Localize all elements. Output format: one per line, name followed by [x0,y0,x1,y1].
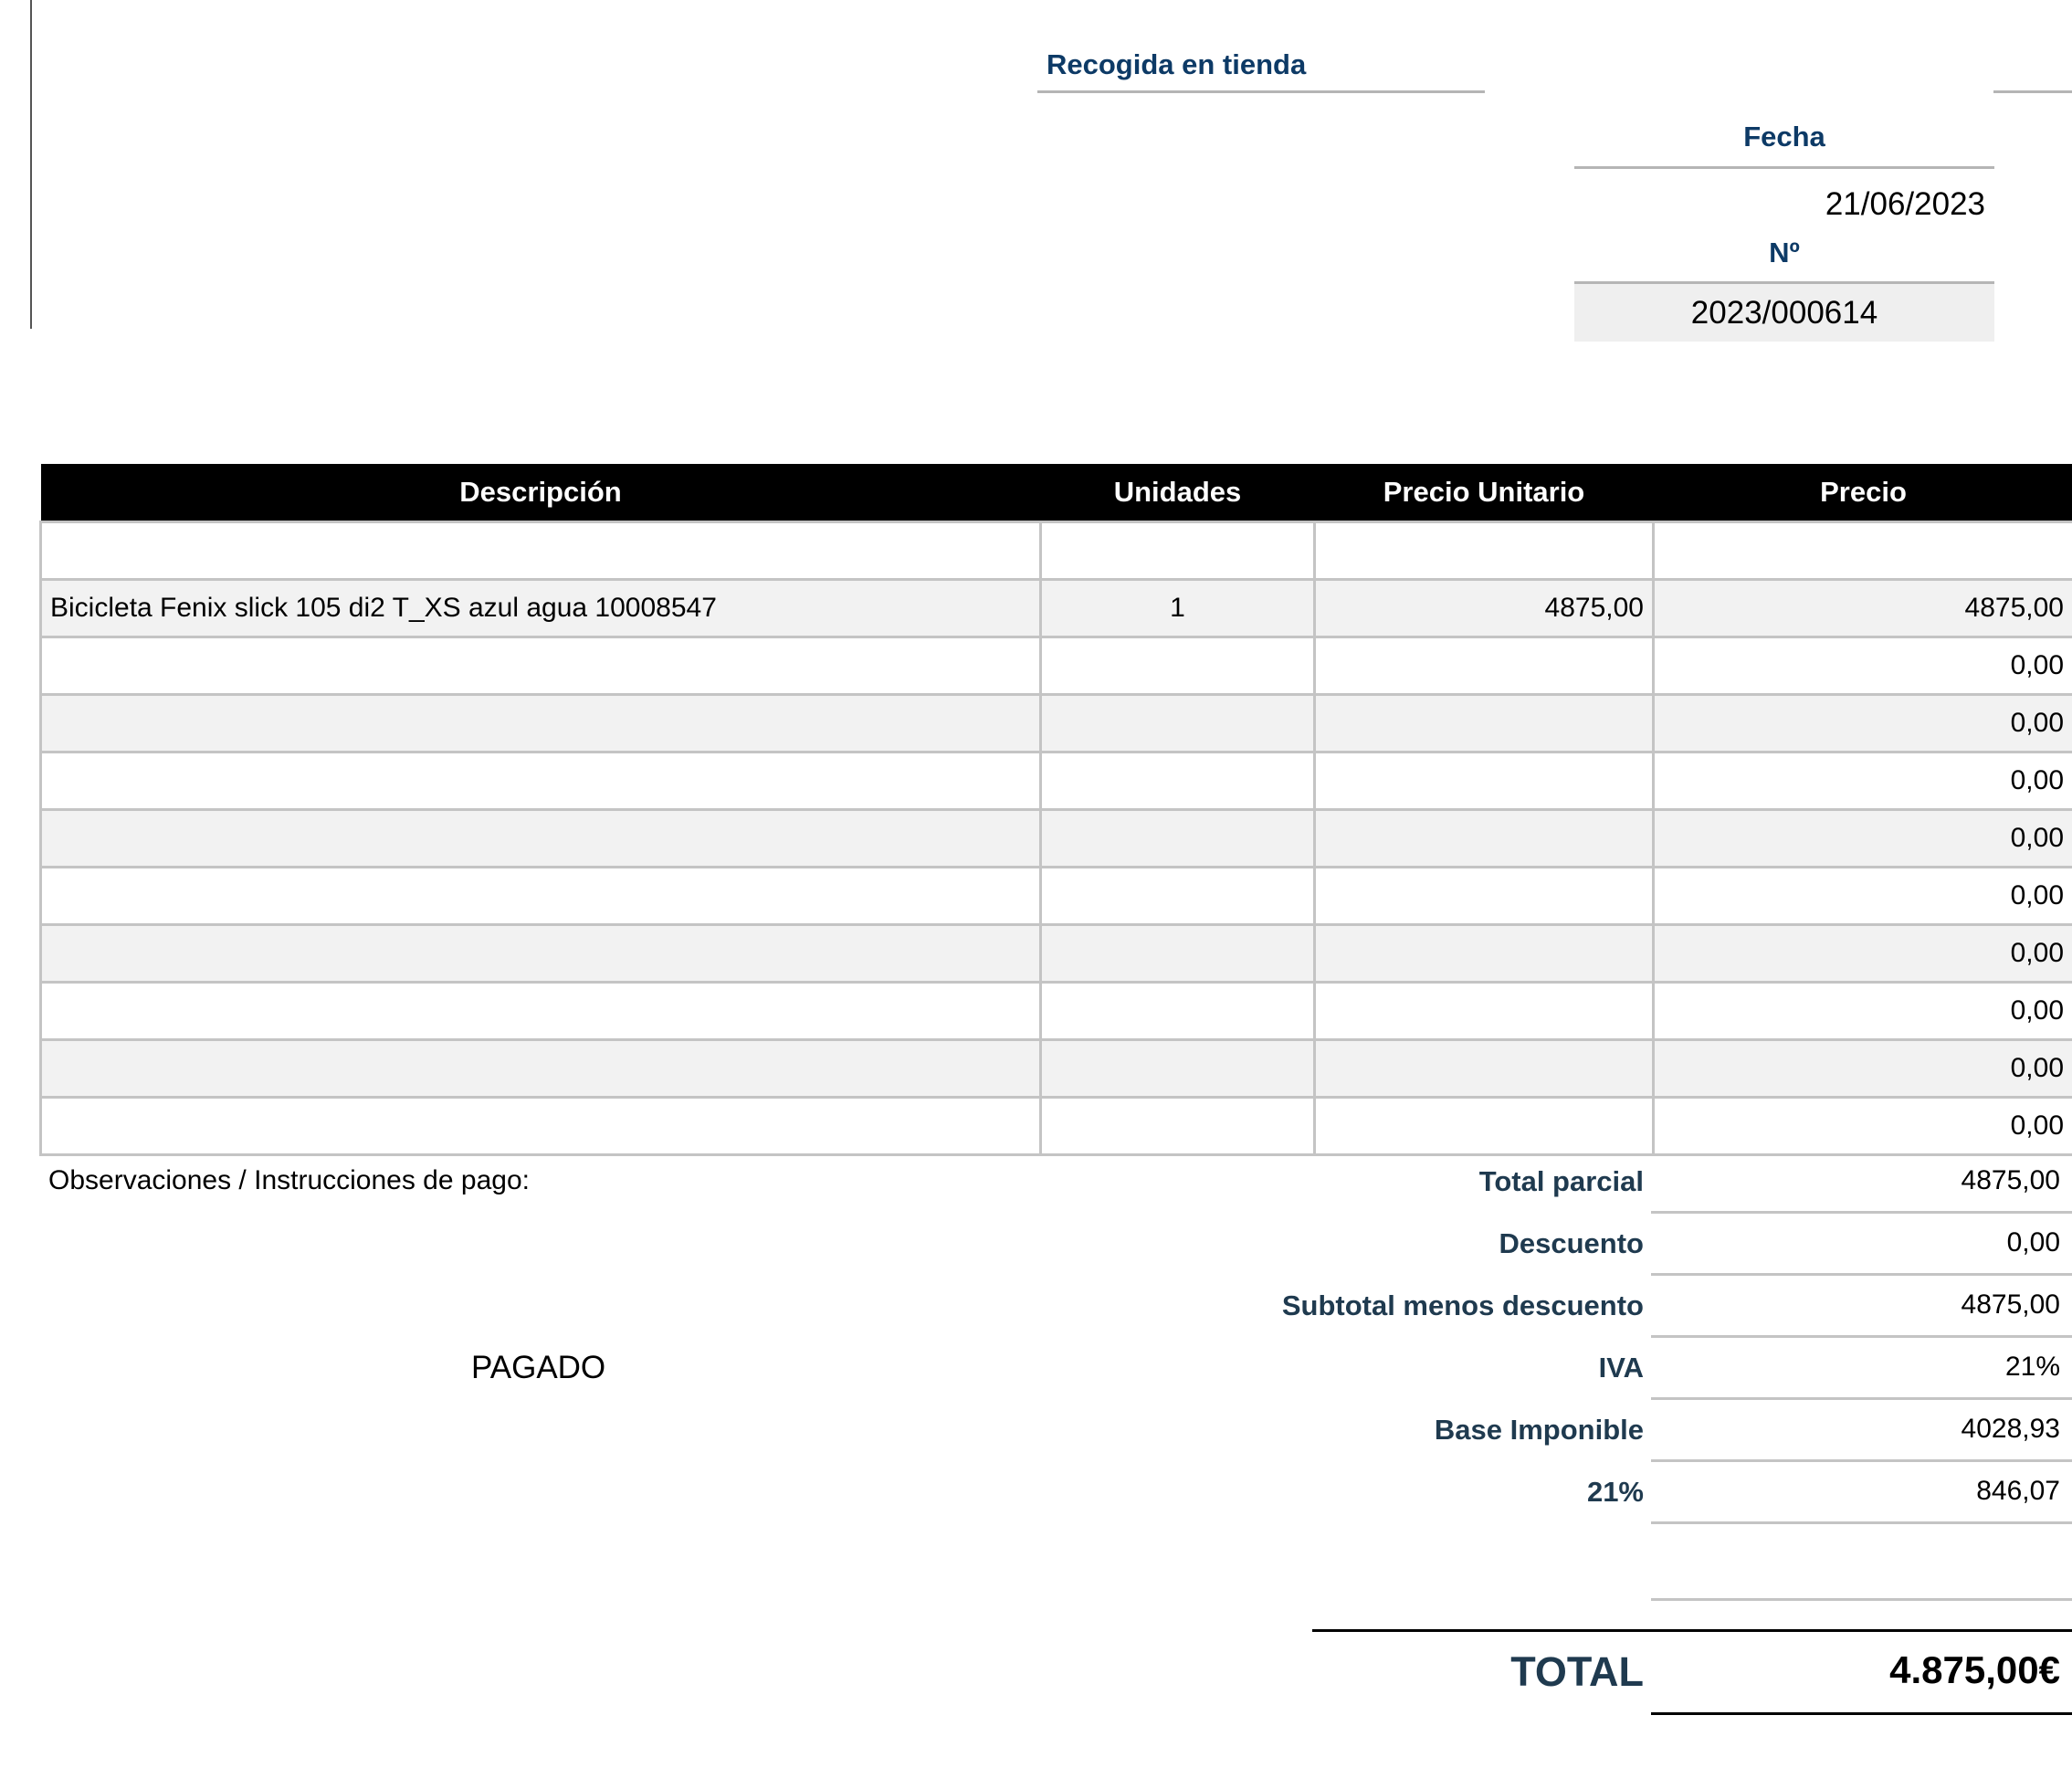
cell-description: Bicicleta Fenix slick 105 di2 T_XS azul agua 10008547 [41,580,1041,637]
pickup-label: Recogida en tienda [1047,48,1307,80]
cell-unit-price [1315,522,1654,580]
cell-price: 0,00 [1654,695,2072,752]
left-margin-rule [30,0,32,329]
date-rule [1574,166,1994,169]
invoice-number-label: Nº [1769,237,1800,268]
cell-unit-price [1315,1098,1654,1155]
summary-value-subtotal-less-discount: 4875,00 [1961,1289,2060,1320]
cell-unit-price [1315,695,1654,752]
summary-rule [1651,1335,2072,1338]
summary-value-vat-amount: 846,07 [1976,1476,2060,1506]
cell-description [41,752,1041,810]
total-value: 4.875,00€ [1889,1648,2060,1691]
payment-status: PAGADO [471,1350,606,1385]
table-row [41,868,2072,925]
cell-price: 0,00 [1654,752,2072,810]
cell-unit-price [1315,637,1654,695]
cell-unit-price: 4875,00 [1315,580,1654,637]
cell-units [1041,868,1315,925]
cell-description [41,868,1041,925]
cell-unit-price [1315,752,1654,810]
cell-unit-price [1315,983,1654,1040]
date-value: 21/06/2023 [1825,186,1985,222]
summary-value-discount: 0,00 [2006,1227,2060,1258]
cell-description [41,522,1041,580]
summary-rule [1651,1459,2072,1462]
cell-price: 0,00 [1654,925,2072,983]
table-row [41,637,2072,695]
cell-unit-price [1315,868,1654,925]
table-row [41,1098,2072,1155]
cell-units [1041,522,1315,580]
cell-description [41,810,1041,868]
pickup-rule [1037,90,1485,93]
cell-units [1041,695,1315,752]
summary-value-subtotal: 4875,00 [1961,1165,2060,1195]
column-header-description: Descripción [41,464,1041,522]
summary-label-subtotal: Total parcial [1478,1165,1644,1197]
summary-rule [1651,1273,2072,1276]
summary-label-subtotal-less-discount: Subtotal menos descuento [1281,1289,1644,1321]
cell-units [1041,752,1315,810]
column-header-units: Unidades [1041,464,1315,522]
items-header-row [41,464,2072,522]
cell-units [1041,637,1315,695]
cell-price: 0,00 [1654,1040,2072,1098]
column-header-unit-price: Precio Unitario [1315,464,1654,522]
items-table [39,464,2072,1156]
table-row [41,580,2072,637]
cell-units [1041,1098,1315,1155]
summary-label-vat-rate: IVA [1598,1352,1644,1384]
table-row [41,810,2072,868]
cell-price: 0,00 [1654,637,2072,695]
total-label: TOTAL [1510,1648,1644,1695]
table-row [41,1040,2072,1098]
date-label: Fecha [1743,121,1825,153]
table-row [41,752,2072,810]
total-bottom-rule [1651,1712,2072,1715]
invoice-number-value: 2023/000614 [1574,281,1994,342]
cell-unit-price [1315,1040,1654,1098]
cell-price: 0,00 [1654,983,2072,1040]
cell-description [41,925,1041,983]
summary-value-taxable-base: 4028,93 [1961,1414,2060,1444]
summary-label-vat-amount: 21% [1586,1476,1644,1508]
table-row [41,925,2072,983]
cell-description [41,695,1041,752]
cell-price [1654,522,2072,580]
cell-description [41,983,1041,1040]
summary-label-discount: Descuento [1499,1227,1644,1259]
cell-price: 0,00 [1654,810,2072,868]
cell-units [1041,1040,1315,1098]
cell-unit-price [1315,925,1654,983]
summary-rule [1651,1521,2072,1524]
summary-label-taxable-base: Base Imponible [1434,1414,1644,1446]
cell-price: 0,00 [1654,868,2072,925]
table-row [41,522,2072,580]
cell-unit-price [1315,810,1654,868]
cell-description [41,637,1041,695]
cell-units [1041,925,1315,983]
table-row [41,695,2072,752]
cell-description [41,1098,1041,1155]
cell-description [41,1040,1041,1098]
cell-units [1041,810,1315,868]
summary-rule [1651,1598,2072,1601]
column-header-price: Precio [1654,464,2072,522]
table-row [41,983,2072,1040]
cell-price: 0,00 [1654,1098,2072,1155]
corner-rule [1993,90,2072,93]
summary-rule [1651,1211,2072,1214]
payment-notes-label: Observaciones / Instrucciones de pago: [48,1165,530,1195]
total-top-rule [1312,1629,2072,1632]
summary-rule [1651,1397,2072,1400]
cell-units [1041,983,1315,1040]
cell-price: 4875,00 [1654,580,2072,637]
cell-units: 1 [1041,580,1315,637]
summary-value-vat-rate: 21% [2004,1352,2060,1382]
